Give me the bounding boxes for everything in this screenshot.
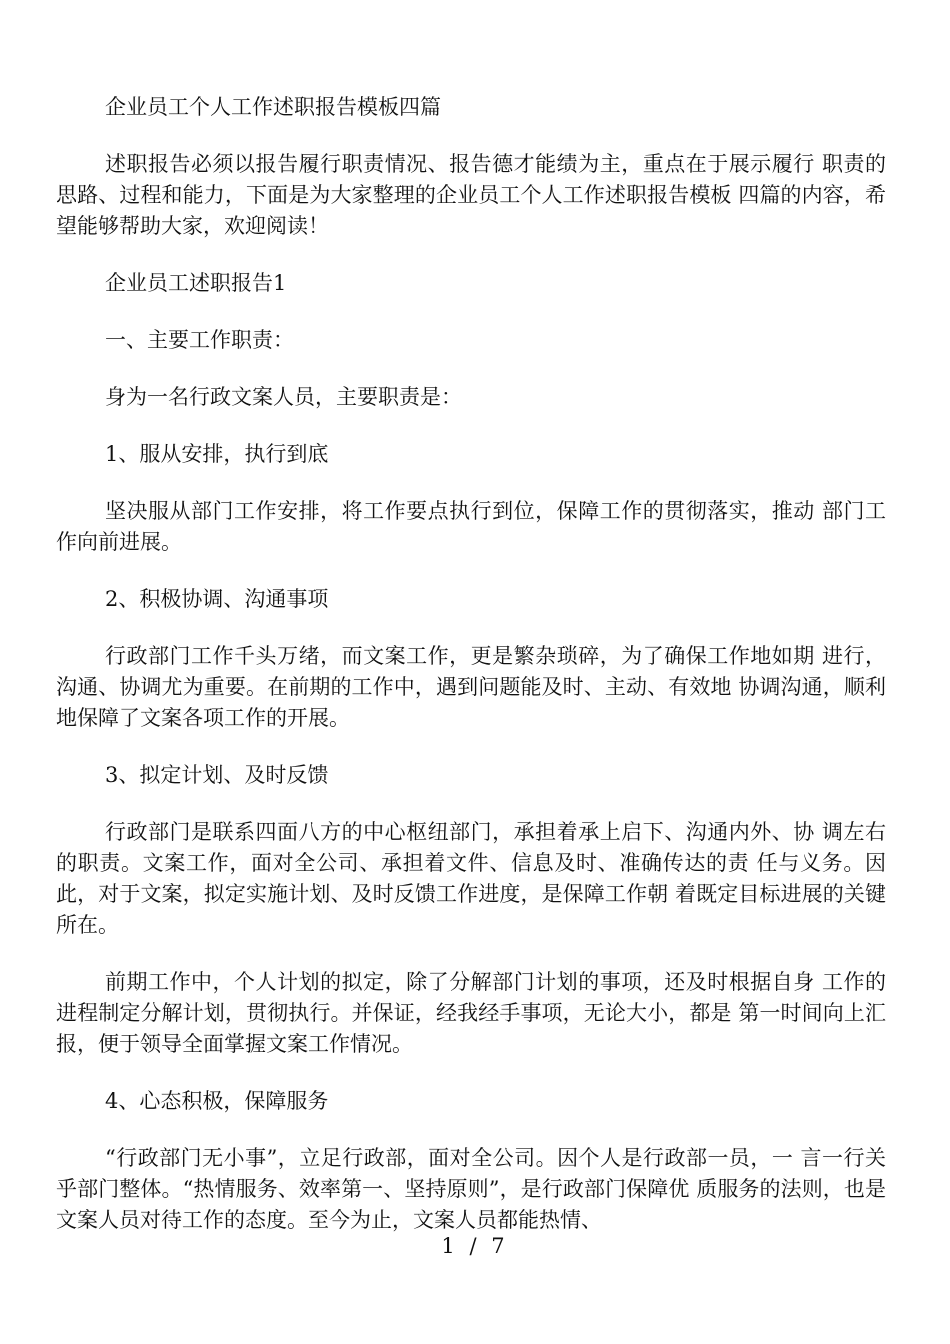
item-body-2: 行政部门工作千头万绪，而文案工作，更是繁杂琐碎，为了确保工作地如期 进行，沟通、协调尤为重要。在前期的工作中，遇到问题能及时、主动、有效地 协调沟通，顺利地保障了文案各项工作的开展。: [56, 644, 886, 730]
document-title: 企业员工个人工作述职报告模板四篇: [105, 95, 441, 119]
intro-paragraph: 述职报告必须以报告履行职责情况、报告德才能绩为主，重点在于展示履行 职责的思路、过程和能力，下面是为大家整理的企业员工个人工作述职报告模板 四篇的内容，希望能够帮助大家，欢迎阅读！: [56, 152, 886, 238]
subheading-main-duties: 一、主要工作职责：: [105, 328, 294, 352]
section-heading-report-1: 企业员工述职报告1: [105, 271, 287, 295]
item-heading-3: 3、拟定计划、及时反馈: [105, 763, 329, 787]
page-number: 1 / 7: [441, 1234, 509, 1258]
item-body-1: 坚决服从部门工作安排，将工作要点执行到位，保障工作的贯彻落实，推动 部门工作向前进展。: [56, 499, 886, 554]
item-body-4: “行政部门无小事”，立足行政部，面对全公司。因个人是行政部一员，一 言一行关乎部门整体。“热情服务、效率第一、坚持原则”，是行政部门保障优 质服务的法则，也是文案人员对待工作的态度。至今为止，文案人员都能热情、: [56, 1146, 886, 1232]
document-page: [56, 92, 886, 1262]
item-body-3a: 行政部门是联系四面八方的中心枢纽部门，承担着承上启下、沟通内外、协 调左右的职责。文案工作，面对全公司、承担着文件、信息及时、准确传达的责 任与义务。因此，对于文案，拟定实施计划、及时反馈工作进度，是保障工作朝 着既定目标进展的关键所在。: [56, 820, 886, 937]
item-heading-2: 2、积极协调、沟通事项: [105, 587, 329, 611]
item-body-3b: 前期工作中，个人计划的拟定，除了分解部门计划的事项，还及时根据自身 工作的进程制定分解计划，贯彻执行。并保证，经我经手事项，无论大小，都是 第一时间向上汇报，便于领导全面掌握文案工作情况。: [56, 970, 886, 1056]
paragraph-role: 身为一名行政文案人员，主要职责是：: [105, 385, 462, 409]
item-heading-4: 4、心态积极，保障服务: [105, 1089, 329, 1113]
item-heading-1: 1、服从安排，执行到底: [105, 442, 329, 466]
